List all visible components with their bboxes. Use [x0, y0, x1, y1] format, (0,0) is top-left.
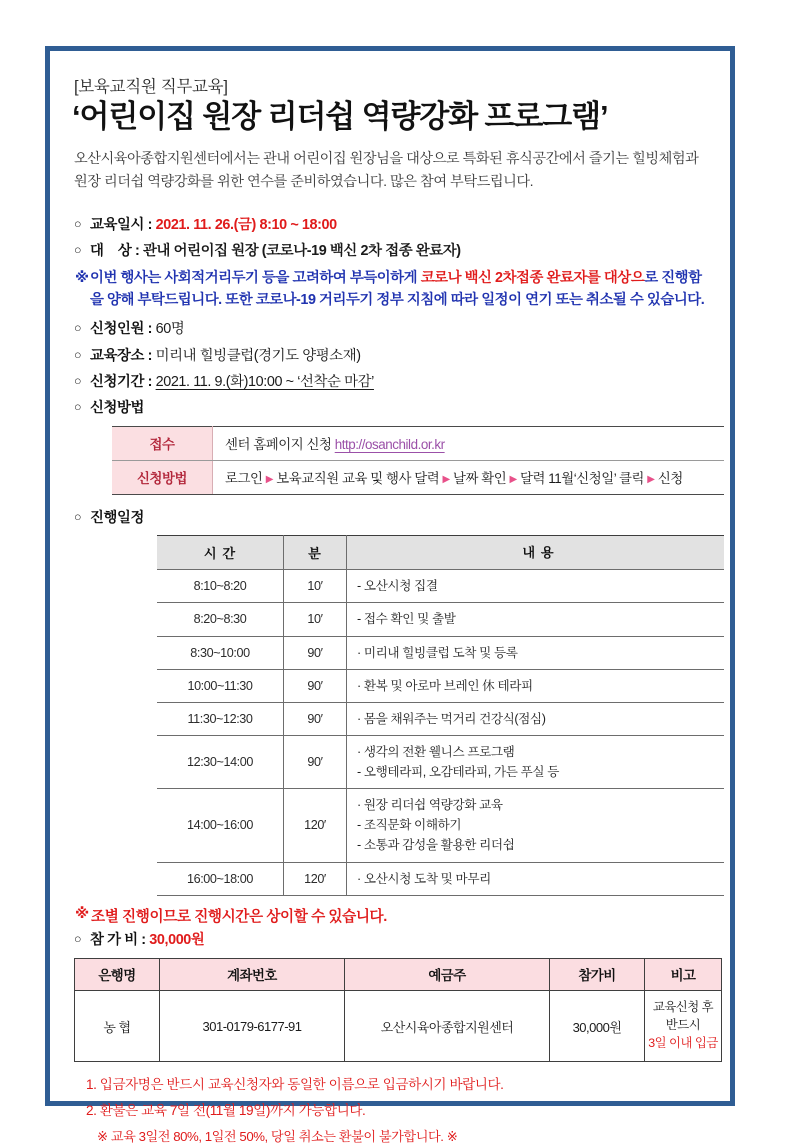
bullet-value: 30,000원 — [149, 931, 205, 948]
bullet-separator: : — [131, 242, 143, 259]
schedule-time: 8:20~8:30 — [157, 603, 284, 636]
arrow-right-icon: ▶ — [647, 473, 655, 485]
arrow-right-icon: ▶ — [265, 473, 273, 485]
footer-note: ※ 교육 3일전 80%, 1일전 50%, 당일 취소는 환불이 불가합니다. ※ — [97, 1128, 458, 1144]
bank-remarks-line2: 3일 이내 입금 — [648, 1036, 718, 1051]
schedule-desc — [347, 862, 725, 895]
schedule-desc — [347, 735, 725, 788]
bullet-circle-icon: ○ — [74, 374, 82, 389]
bullet-label: 대 상 — [90, 242, 132, 259]
schedule-desc — [347, 702, 725, 735]
bank-account-table — [74, 958, 722, 1062]
apply-step: 신청 — [657, 470, 683, 486]
schedule-time: 8:10~8:20 — [157, 570, 284, 603]
bullet-circle-icon: ○ — [74, 400, 82, 415]
column-header-minutes: 분 — [284, 536, 347, 570]
bank-fee: 30,000원 — [550, 991, 645, 1062]
covid-notice-highlight: 코로나 백신 2차접종 완료자를 대상으 — [420, 270, 645, 287]
arrow-right-icon: ▶ — [509, 473, 517, 485]
column-header-account: 계좌번호 — [160, 959, 345, 991]
schedule-table-wrap — [157, 535, 724, 896]
table-row — [157, 735, 724, 788]
bank-name: 농 협 — [75, 991, 160, 1062]
bullet-separator: : — [144, 347, 156, 364]
info-bullet-list — [72, 214, 708, 420]
apply-reception-prefix: 센터 홈페이지 신청 — [225, 436, 335, 452]
column-header-remarks: 비고 — [645, 959, 722, 991]
table-row — [157, 570, 724, 603]
bank-remarks — [645, 991, 722, 1062]
schedule-table-body — [157, 570, 724, 896]
schedule-desc — [347, 669, 725, 702]
schedule-time: 11:30~12:30 — [157, 702, 284, 735]
schedule-desc — [347, 636, 725, 669]
schedule-time: 12:30~14:00 — [157, 735, 284, 788]
apply-row-value — [213, 426, 725, 460]
bullet-circle-icon: ○ — [74, 931, 82, 946]
schedule-minutes: 90′ — [284, 735, 347, 788]
schedule-minutes: 90′ — [284, 702, 347, 735]
bank-account-number: 301-0179-6177-91 — [160, 991, 345, 1062]
covid-notice-text — [90, 268, 708, 311]
schedule-time: 14:00~16:00 — [157, 789, 284, 862]
bullet-label: 참 가 비 — [90, 931, 138, 948]
table-row — [157, 669, 724, 702]
apply-method-table-wrap — [112, 426, 724, 495]
schedule-desc-line: · 오산시청 도착 및 마무리 — [357, 871, 491, 886]
schedule-desc — [347, 570, 725, 603]
center-homepage-link[interactable]: http://osanchild.or.kr — [334, 436, 445, 452]
bullet-label: 진행일정 — [90, 509, 145, 526]
page-title: ‘어린이집 원장 리더쉽 역량강화 프로그램’ — [72, 99, 608, 134]
bullet-value: 2021. 11. 9.(화)10:00 ~ ‘선착순 마감’ — [155, 374, 374, 391]
table-header-row — [75, 959, 722, 991]
table-row — [157, 636, 724, 669]
schedule-minutes: 120′ — [284, 862, 347, 895]
column-header-fee: 참가비 — [550, 959, 645, 991]
bullet-apply-period — [74, 371, 708, 393]
schedule-time: 8:30~10:00 — [157, 636, 284, 669]
group-notice — [75, 905, 708, 926]
bullet-label: 신청기간 — [90, 374, 145, 391]
schedule-minutes: 10′ — [284, 570, 347, 603]
schedule-desc — [347, 789, 725, 862]
bullet-circle-icon: ○ — [74, 347, 82, 362]
covid-notice-part2: 로 진행함을 양해 부탁드립니다. 또한 코로나-19 거리두기 정부 지침에 따라 일정이 연기 또는 취소될 수 있습니다. — [90, 270, 705, 308]
schedule-desc-line: - 소통과 감성을 활용한 리더쉽 — [357, 838, 515, 853]
bullet-circle-icon: ○ — [74, 216, 82, 231]
document-kicker: [보육교직원 직무교육] — [74, 78, 228, 96]
schedule-desc-line: · 원장 리더쉽 역량강화 교육 — [357, 798, 503, 813]
poster-frame — [45, 46, 735, 1144]
bullet-apply-method — [74, 397, 708, 419]
schedule-minutes: 90′ — [284, 636, 347, 669]
arrow-right-icon: ▶ — [442, 473, 450, 485]
schedule-desc-line: · 환복 및 아로마 브레인 休 테라피 — [357, 678, 533, 693]
schedule-minutes: 90′ — [284, 669, 347, 702]
bullet-circle-icon: ○ — [74, 242, 82, 257]
apply-row-header: 신청방법 — [112, 460, 213, 494]
footer-notes — [86, 1073, 708, 1148]
bullet-separator: : — [144, 216, 156, 233]
apply-step: 날짜 확인 — [453, 470, 507, 486]
schedule-minutes: 10′ — [284, 603, 347, 636]
bullet-circle-icon: ○ — [74, 509, 82, 524]
apply-method-table — [112, 426, 724, 495]
apply-step: 달력 11월‘신청일’ 클릭 — [520, 470, 645, 486]
table-row — [157, 789, 724, 862]
bank-table-wrap — [74, 958, 722, 1062]
bullet-separator: : — [137, 931, 150, 948]
schedule-time: 10:00~11:30 — [157, 669, 284, 702]
schedule-desc — [347, 603, 725, 636]
bullet-circle-icon: ○ — [74, 321, 82, 336]
bullet-value: 2021. 11. 26.(금) 8:10 ~ 18:00 — [155, 216, 337, 233]
table-row — [112, 426, 724, 460]
table-row — [75, 991, 722, 1062]
column-header-time: 시 간 — [157, 536, 284, 570]
bullet-value: 미리내 힐빙클럽(경기도 양평소재) — [155, 347, 361, 364]
bullet-separator: : — [144, 321, 156, 338]
bank-remarks-line1: 교육신청 후 반드시 — [652, 1000, 714, 1033]
column-header-holder: 예금주 — [345, 959, 550, 991]
schedule-minutes: 120′ — [284, 789, 347, 862]
apply-steps — [213, 460, 725, 494]
apply-step: 로그인 — [225, 470, 263, 486]
schedule-time: 16:00~18:00 — [157, 862, 284, 895]
bullet-fee — [74, 929, 708, 951]
column-header-bank: 은행명 — [75, 959, 160, 991]
table-header-row — [157, 536, 724, 570]
bullet-place — [74, 345, 708, 367]
schedule-desc-line: - 오산시청 집결 — [357, 579, 438, 594]
bullet-value: 60명 — [155, 321, 185, 338]
bullet-separator: : — [144, 374, 156, 391]
schedule-desc-line: · 미리내 힐빙클럽 도착 및 등록 — [357, 645, 518, 660]
bullet-capacity — [74, 318, 708, 340]
apply-row-header: 접수 — [112, 426, 213, 460]
table-row — [157, 702, 724, 735]
schedule-desc-line: · 몸을 채워주는 먹거리 건강식(점심) — [357, 711, 546, 726]
table-row — [157, 862, 724, 895]
schedule-desc-line: · 생각의 전환 웰니스 프로그램 — [357, 744, 515, 759]
column-header-content: 내 용 — [347, 536, 725, 570]
bullet-label: 신청인원 — [90, 321, 145, 338]
bullet-value: 관내 어린이집 원장 (코로나-19 백신 2차 접종 완료자) — [143, 242, 461, 259]
bullet-label: 교육일시 — [90, 216, 145, 233]
bullet-label: 신청방법 — [90, 400, 145, 417]
bullet-target — [74, 240, 708, 262]
schedule-desc-line: - 조직문화 이해하기 — [357, 818, 462, 833]
apply-step: 보육교직원 교육 및 행사 달력 — [276, 470, 440, 486]
table-row — [157, 603, 724, 636]
asterisk-icon: ※ — [75, 270, 89, 287]
schedule-desc-line: - 접수 확인 및 출발 — [357, 612, 456, 627]
covid-notice — [75, 268, 708, 311]
bullet-label: 교육장소 — [90, 347, 145, 364]
schedule-table — [157, 535, 724, 896]
footer-note: 2. 환불은 교육 7일 전(11월 19일)까지 가능합니다. — [86, 1102, 366, 1118]
schedule-desc-line: - 오행테라피, 오감테라피, 가든 푸실 등 — [357, 765, 559, 780]
intro-paragraph: 오산시육아종합지원센터에서는 관내 어린이집 원장님을 대상으로 특화된 휴식공간에서 즐기는 힐빙체험과 원장 리더쉽 역량강화를 위한 연수를 준비하였습니다. 많은 참여 부탁드립니다. — [74, 150, 699, 190]
bullet-education-date — [74, 214, 708, 236]
bullet-schedule — [74, 507, 708, 529]
bank-account-holder: 오산시육아종합지원센터 — [345, 991, 550, 1062]
covid-notice-part1: 이번 행사는 사회적거리두기 등을 고려하여 부득이하게 — [90, 270, 421, 287]
group-notice-text: 조별 진행이므로 진행시간은 상이할 수 있습니다. — [91, 908, 387, 925]
asterisk-icon: ※ — [75, 905, 89, 922]
table-row — [112, 460, 724, 494]
footer-note: 1. 입금자명은 반드시 교육신청자와 동일한 이름으로 입금하시기 바랍니다. — [86, 1077, 504, 1093]
